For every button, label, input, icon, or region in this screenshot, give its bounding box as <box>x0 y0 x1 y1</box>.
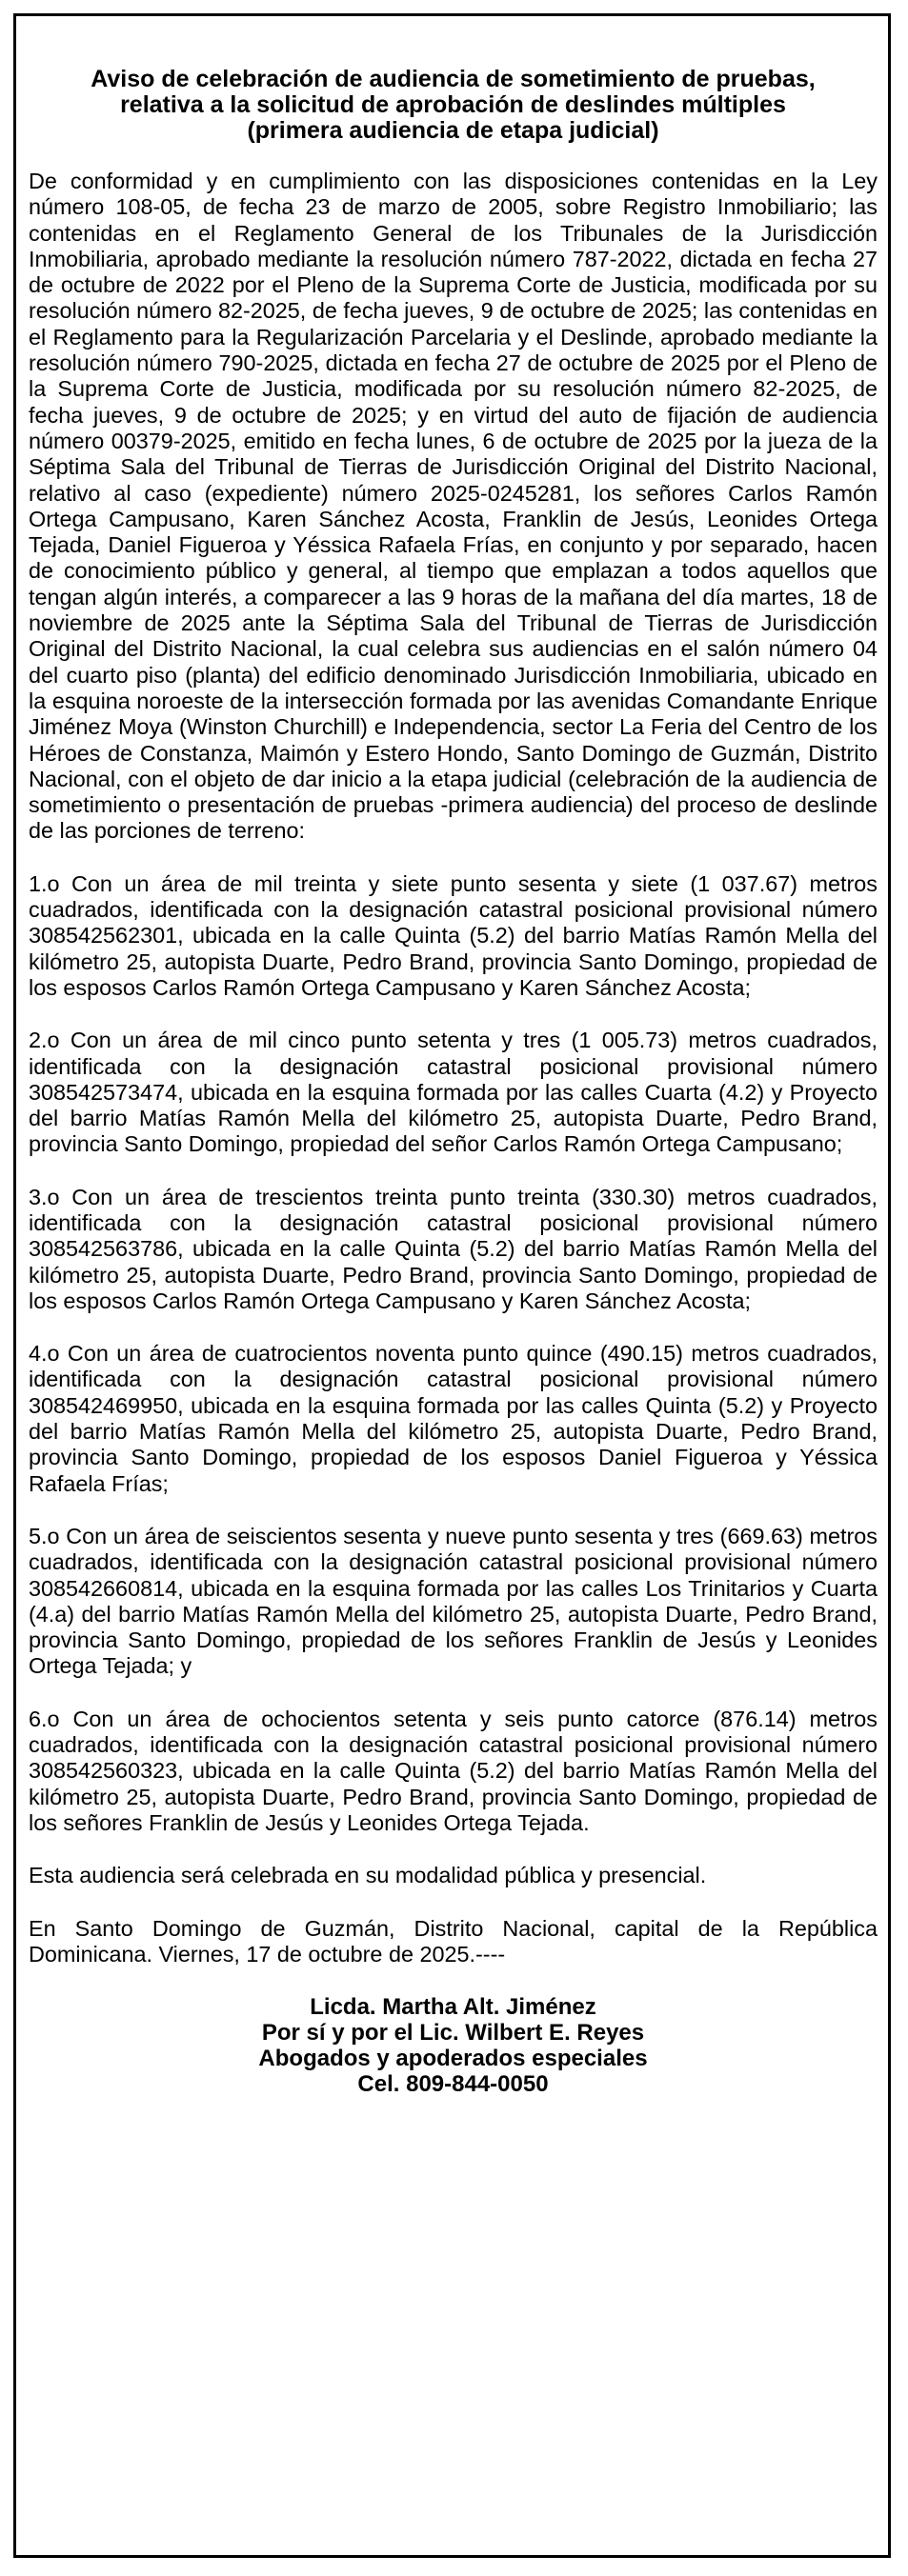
signature-role: Abogados y apoderados especiales <box>258 2046 648 2072</box>
parcel-item-6: 6.o Con un área de ochocientos setenta y seis punto catorce (876.14) metros cuadrados, identificada con la designación catastral posicional provisional número 308542560323, ubicada en la calle Quinta (5.2) del barrio Matías Ramón Mella del kilómetro 25, autopista Duarte, Pedro Brand, provincia Santo Domingo, propiedad de los señores Franklin de Jesús y Leonides Ortega Tejada. <box>29 1706 878 1835</box>
signature-name: Licda. Martha Alt. Jiménez <box>310 1994 596 2021</box>
intro-paragraph: De conformidad y en cumplimiento con las disposiciones contenidas en la Ley número 108-05, de fecha 23 de marzo de 2005, sobre Registro Inmobiliario; las contenidas en el Reglamento General de los Tribunales de la Jurisdicción Inmobiliaria, aprobado mediante la resolución número 787-2022, dictada en fecha 27 de octubre de 2022 por el Pleno de la Suprema Corte de Justicia, modificada por su resolución número 82-2025, de fecha jueves, 9 de octubre de 2025; las contenidas en el Reglamento para la Regularización Parcelaria y el Deslinde, aprobado mediante la resolución número 790-2025, dictada en fecha 27 de octubre de 2025 por el Pleno de la Suprema Corte de Justicia, modificada por su resolución número 82-2025, de fecha jueves, 9 de octubre de 2025; y en virtud del auto de fijación de audiencia número 00379-2025, emitido en fecha lunes, 6 de octubre de 2025 por la jueza de la Séptima Sala del Tribunal de Tierras de Jurisdicción Original del Distrito Nacional, relativo al caso (expediente) número 2025-0245281, los señores Carlos Ramón Ortega Campusano, Karen Sánchez Acosta, Franklin de Jesús, Leonides Ortega Tejada, Daniel Figueroa y Yéssica Rafaela Frías, en conjunto y por separado, hacen de conocimiento público y general, al tiempo que emplazan a todos aquellos que tengan algún interés, a comparecer a las 9 horas de la mañana del día martes, 18 de noviembre de 2025 ante la Séptima Sala del Tribunal de Tierras de Jurisdicción Original del Distrito Nacional, la cual celebra sus audiencias en el salón número 04 del cuarto piso (planta) del edificio denominado Jurisdicción Inmobiliaria, ubicado en la esquina noroeste de la intersección formada por las avenidas Comandante Enrique Jiménez Moya (Winston Churchill) e Independencia, sector La Feria del Centro de los Héroes de Constanza, Maimón y Estero Hondo, Santo Domingo de Guzmán, Distrito Nacional, con el objeto de dar inicio a la etapa judicial (celebración de la audiencia de sometimiento o presentación de pruebas -primera audiencia) del proceso de deslinde de las porciones de terreno: <box>29 169 878 844</box>
signature-phone: Cel. 809-844-0050 <box>357 2071 549 2098</box>
parcel-item-1: 1.o Con un área de mil treinta y siete punto sesenta y siete (1 037.67) metros cuadrados, identificada con la designación catastral posicional provisional número 308542562301, ubicada en la calle Quinta (5.2) del barrio Matías Ramón Mella del kilómetro 25, autopista Duarte, Pedro Brand, provincia Santo Domingo, propiedad de los esposos Carlos Ramón Ortega Campusano y Karen Sánchez Acosta; <box>29 870 878 1000</box>
parcel-item-3: 3.o Con un área de trescientos treinta punto treinta (330.30) metros cuadrados, identificada con la designación catastral posicional provisional número 308542563786, ubicada en la calle Quinta (5.2) del barrio Matías Ramón Mella del kilómetro 25, autopista Duarte, Pedro Brand, provincia Santo Domingo, propiedad de los esposos Carlos Ramón Ortega Campusano y Karen Sánchez Acosta; <box>29 1184 878 1313</box>
title-line-3: (primera audiencia de etapa judicial) <box>247 117 659 144</box>
modality-paragraph: Esta audiencia será celebrada en su modalidad pública y presencial. <box>29 1863 707 1888</box>
closing-paragraph: En Santo Domingo de Guzmán, Distrito Nacional, capital de la República Dominicana. Viernes, 17 de octubre de 2025.---- <box>29 1915 878 1967</box>
notice-title <box>29 67 878 144</box>
signature-block <box>29 1994 878 2097</box>
title-line-1: Aviso de celebración de audiencia de sometimiento de pruebas, <box>91 66 816 92</box>
notice-content <box>29 67 878 2097</box>
signature-on-behalf: Por sí y por el Lic. Wilbert E. Reyes <box>261 2020 645 2047</box>
parcel-item-4: 4.o Con un área de cuatrocientos noventa punto quince (490.15) metros cuadrados, identificada con la designación catastral posicional provisional número 308542469950, ubicada en la esquina formada por las calles Quinta (5.2) y Proyecto del barrio Matías Ramón Mella del kilómetro 25, autopista Duarte, Pedro Brand, provincia Santo Domingo, propiedad de los esposos Daniel Figueroa y Yéssica Rafaela Frías; <box>29 1341 878 1496</box>
title-line-2: relativa a la solicitud de aprobación de deslindes múltiples <box>120 91 786 118</box>
parcel-item-2: 2.o Con un área de mil cinco punto setenta y tres (1 005.73) metros cuadrados, identificada con la designación catastral posicional provisional número 308542573474, ubicada en la esquina formada por las calles Cuarta (4.2) y Proyecto del barrio Matías Ramón Mella del kilómetro 25, autopista Duarte, Pedro Brand, provincia Santo Domingo, propiedad del señor Carlos Ramón Ortega Campusano; <box>29 1028 878 1157</box>
parcel-item-5: 5.o Con un área de seiscientos sesenta y nueve punto sesenta y tres (669.63) metros cuadrados, identificada con la designación catastral posicional provisional número 308542660814, ubicada en la esquina formada por las calles Los Trinitarios y Cuarta (4.a) del barrio Matías Ramón Mella del kilómetro 25, autopista Duarte, Pedro Brand, provincia Santo Domingo, propiedad de los señores Franklin de Jesús y Leonides Ortega Tejada; y <box>29 1523 878 1679</box>
